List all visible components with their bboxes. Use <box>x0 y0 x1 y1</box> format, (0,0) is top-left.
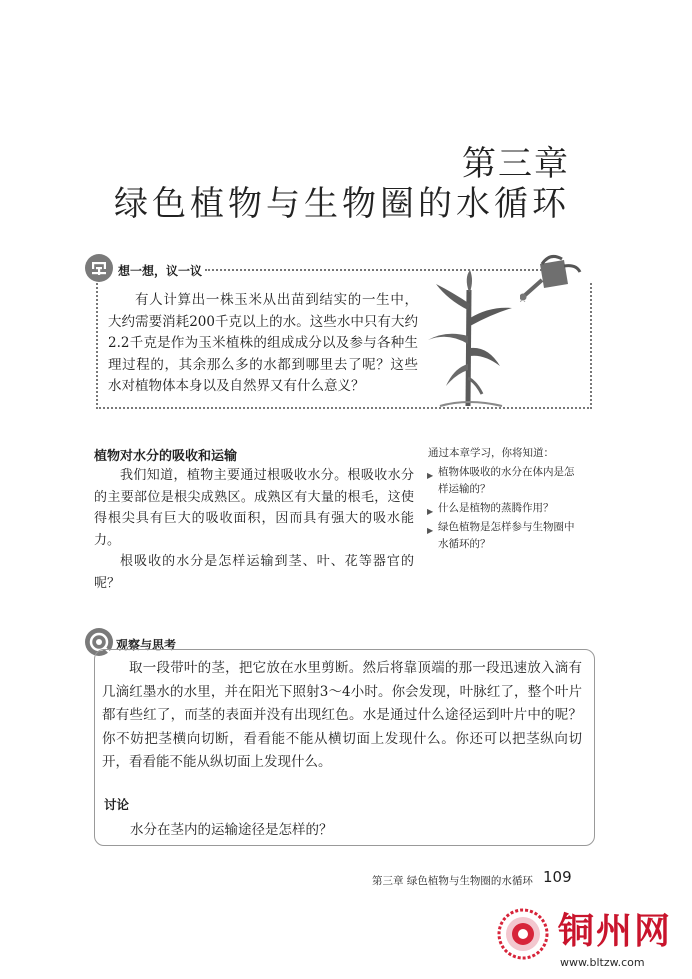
discuss-heading: 讨论 <box>104 797 130 812</box>
section-heading: 植物对水分的吸收和运输 <box>94 449 238 464</box>
corn-plant-illustration <box>418 270 522 408</box>
list-item <box>424 500 584 517</box>
body-paragraph: 根吸收的水分是怎样运输到茎、叶、花等器官的呢？ <box>94 554 414 591</box>
observe-think-heading: 观察与思考 <box>116 638 177 652</box>
triangle-bullet-icon: ▶ <box>427 526 434 535</box>
watermark-url: www.bltzw.com <box>560 956 645 969</box>
think-discuss-icon <box>84 253 114 283</box>
think-discuss-text <box>108 290 418 398</box>
learning-goals-aside <box>424 445 584 555</box>
observe-paragraph: 取一段带叶的茎，把它放在水里剪断。然后将靠顶端的那一段迅速放入滴有几滴红墨水的水里，并在阳光下照射3～4小时。你会发现，叶脉红了，整个叶片都有些红了，而茎的表面并没有出现红色。水是通过什么途径运到叶片中的呢？你不妨把茎横向切断，看看能不能从横切面上发现什么。你还可以把茎纵向切开，看看能不能从纵切面上发现什么。 <box>102 660 582 770</box>
body-paragraph: 我们知道，植物主要通过根吸收水分。根吸收水分的主要部位是根尖成熟区。成熟区有大量的根毛，这使得根尖具有巨大的吸收面积，因而具有强大的吸水能力。 <box>94 468 414 548</box>
goal-text: 绿色植物是怎样参与生物圈中水循环的？ <box>438 521 575 550</box>
think-paragraph: 有人计算出一株玉米从出苗到结实的一生中，大约需要消耗200千克以上的水。这些水中只有大约2.2千克是作为玉米植株的组成成分以及参与各种生理过程的，其余那么多的水都到哪里去了呢？这些水对植物体本身以及自然界又有什么意义？ <box>108 292 418 394</box>
chapter-title: 绿色植物与生物圈的水循环 <box>114 184 570 224</box>
watermark-seal-logo <box>497 908 549 960</box>
discuss-question: 水分在茎内的运输途径是怎样的？ <box>130 822 333 838</box>
watermark-name: 铜州网 <box>558 911 673 952</box>
list-item <box>424 464 584 498</box>
list-item <box>424 519 584 553</box>
observe-think-text <box>102 657 582 775</box>
think-discuss-heading: 想一想，议一议 <box>118 264 203 278</box>
aside-intro: 通过本章学习，你将知道： <box>428 447 554 459</box>
watering-can-illustration <box>520 250 592 302</box>
section-body <box>94 465 414 594</box>
learning-goals-list <box>424 464 584 553</box>
triangle-bullet-icon: ▶ <box>427 471 434 480</box>
page-number: 109 <box>543 868 572 886</box>
goal-text: 植物体吸收的水分在体内是怎样运输的？ <box>438 466 575 495</box>
running-footer: 第三章 绿色植物与生物圈的水循环 <box>372 875 533 887</box>
goal-text: 什么是植物的蒸腾作用？ <box>438 502 554 514</box>
chapter-number: 第三章 <box>462 144 570 184</box>
triangle-bullet-icon: ▶ <box>427 507 434 516</box>
